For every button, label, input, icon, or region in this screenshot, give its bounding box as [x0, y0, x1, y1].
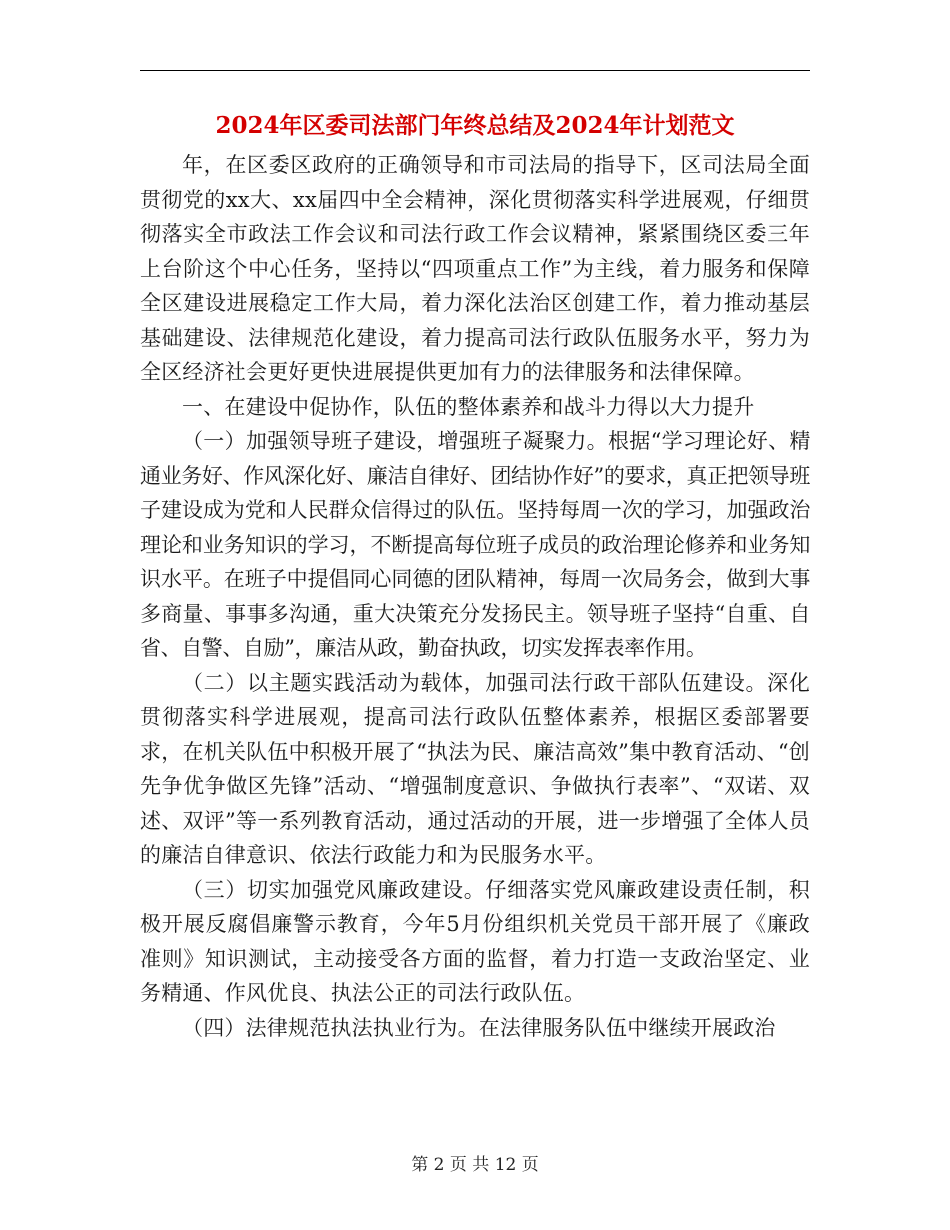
header-rule — [140, 70, 810, 71]
intro-paragraph: 年，在区委区政府的正确领导和市司法局的指导下，区司法局全面贯彻党的xx大、xx届四中全会精神，深化贯彻落实科学进展观，仔细贯彻落实全市政法工作会议和司法行政工作会议精神，紧紧围绕区委三年上台阶这个中心任务，坚持以“四项重点工作”为主线，着力服务和保障全区建设进展稳定工作大局，着力深化法治区创建工作，着力推动基层基础建设、法律规范化建设，着力提高司法行政队伍服务水平，努力为全区经济社会更好更快进展提供更加有力的法律服务和法律保障。 — [140, 153, 810, 384]
section-heading: 一、在建设中促协作，队伍的整体素养和战斗力得以大力提升 — [182, 394, 755, 419]
subsection-paragraph-1: （一）加强领导班子建设，增强班子凝聚力。根据“学习理论好、精通业务好、作风深化好、廉洁自律好、团结协作好”的要求，真正把领导班子建设成为党和人民群众信得过的队伍。坚持每周一次的学习，加强政治理论和业务知识的学习，不断提高每位班子成员的政治理论修养和业务知识水平。在班子中提倡同心同德的团队精神，每周一次局务会，做到大事多商量、事事多沟通，重大决策充分发扬民主。领导班子坚持“自重、自省、自警、自励”，廉洁从政，勤奋执政，切实发挥表率作用。 — [140, 429, 810, 660]
document-title: 2024年区委司法部门年终总结及2024年计划范文 — [215, 112, 735, 139]
subsection-paragraph-2: （二）以主题实践活动为载体，加强司法行政干部队伍建设。深化贯彻落实科学进展观，提高司法行政队伍整体素养，根据区委部署要求，在机关队伍中积极开展了“执法为民、廉洁高效”集中教育活动、“创先争优争做区先锋”活动、“增强制度意识、争做执行表率”、“双诺、双述、双评”等一系列教育活动，通过活动的开展，进一步增强了全体人员的廉洁自律意识、依法行政能力和为民服务水平。 — [140, 670, 810, 867]
document-body — [140, 148, 810, 1045]
subsection-paragraph-3: （三）切实加强党风廉政建设。仔细落实党风廉政建设责任制，积极开展反腐倡廉警示教育，今年5月份组织机关党员干部开展了《廉政准则》知识测试，主动接受各方面的监督，着力打造一支政治坚定、业务精通、作风优良、执法公正的司法行政队伍。 — [140, 877, 810, 1005]
subsection-paragraph-4: （四）法律规范执法执业行为。在法律服务队伍中继续开展政治 — [182, 1015, 776, 1040]
page-number-footer: 第 2 页 共 12 页 — [411, 1155, 539, 1175]
